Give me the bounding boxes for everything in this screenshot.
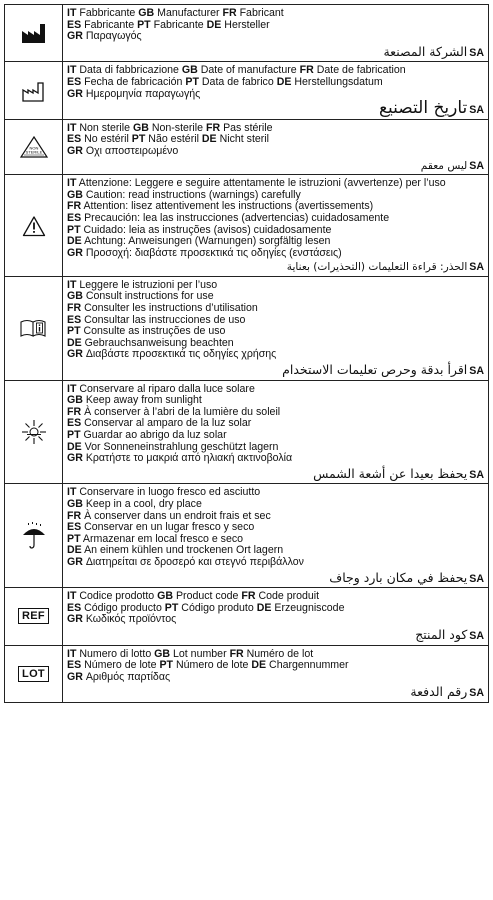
language-code: GB xyxy=(157,590,174,603)
symbol-row xyxy=(5,5,488,62)
arabic-text: يحفظ في مكان بارد وجاف xyxy=(329,569,468,585)
translation-text: Fecha de fabricación xyxy=(84,75,183,88)
language-code: FR xyxy=(206,121,221,134)
language-code: DE xyxy=(67,544,82,557)
translation-line xyxy=(67,31,484,43)
translation-text: Παραγωγός xyxy=(85,30,142,43)
translation-text: Hersteller xyxy=(224,18,270,31)
language-code: ES xyxy=(67,659,82,672)
language-code: IT xyxy=(67,486,77,499)
lot-icon: LOT xyxy=(5,646,63,702)
translation-text: Cuidado: leia as instruções (avisos) cuidadosamente xyxy=(83,223,332,236)
arabic-line xyxy=(67,465,484,482)
language-code: GB xyxy=(138,7,155,19)
arabic-text: كود المنتج xyxy=(415,626,468,642)
language-code: GR xyxy=(67,670,83,683)
language-code: PT xyxy=(67,325,81,338)
translation-text: Guardar ao abrigo da luz solar xyxy=(83,429,227,441)
translation-text: À conserver à l’abri de la lumière du soleil xyxy=(84,405,281,418)
translation-line xyxy=(67,557,484,569)
language-code: SA xyxy=(469,468,484,481)
symbol-row xyxy=(5,381,488,485)
translation-text: Keep away from sunlight xyxy=(85,394,202,407)
translation-text: Προσοχή: διαβάστε προσεκτικά τις οδηγίες (ενστάσεις) xyxy=(85,246,342,259)
keep-away-from-sunlight-icon xyxy=(5,381,63,484)
language-code: DE xyxy=(67,336,82,349)
language-code: GR xyxy=(67,452,83,465)
language-code: GB xyxy=(67,497,83,510)
multilingual-text xyxy=(63,175,488,276)
translation-text: Consulter les instructions d’utilisation xyxy=(84,302,258,315)
language-code: IT xyxy=(67,121,77,134)
language-code: SA xyxy=(469,365,484,378)
translation-text: Achtung: Anweisungen (Warnungen) sorgfältig lesen xyxy=(84,235,331,248)
symbol-row xyxy=(5,175,488,277)
keep-dry-umbrella-icon xyxy=(5,484,63,587)
translation-text: Attenzione: Leggere e seguire attentamente le istruzioni (avvertenze) per l’uso xyxy=(78,177,446,190)
translation-line xyxy=(67,614,484,626)
translation-line xyxy=(67,146,484,158)
arabic-text: يحفظ بعيدا عن أشعة الشمس xyxy=(313,465,468,481)
translation-text: Gebrauchsanweisung beachten xyxy=(84,336,234,349)
language-code: PT xyxy=(67,429,81,441)
language-code: ES xyxy=(67,75,82,88)
translation-text: Consultar las instrucciones de uso xyxy=(84,313,246,326)
translation-line xyxy=(67,672,484,684)
language-code: GR xyxy=(67,87,83,100)
arabic-text: تاريخ التصنيع xyxy=(378,98,468,119)
translation-text: Erzeugniscode xyxy=(274,601,345,614)
language-code: GR xyxy=(67,144,83,157)
translation-text: Non sterile xyxy=(79,121,131,134)
multilingual-text xyxy=(63,484,488,587)
translation-text: Armazenar em local fresco e seco xyxy=(82,532,244,545)
translation-text: Code produit xyxy=(258,590,320,603)
date-of-manufacture-icon xyxy=(5,62,63,118)
language-code: PT xyxy=(67,223,81,236)
language-code: GR xyxy=(67,246,83,259)
language-code: GR xyxy=(67,613,83,626)
translation-text: Conservare al riparo dalla luce solare xyxy=(79,382,255,395)
language-code: GB xyxy=(67,394,83,407)
translation-text: Número de lote xyxy=(84,659,157,672)
symbol-row xyxy=(5,588,488,645)
symbol-row xyxy=(5,62,488,119)
language-code: IT xyxy=(67,177,77,190)
language-code: GB xyxy=(154,647,171,660)
language-code: ES xyxy=(67,18,82,31)
translation-text: Número de lote xyxy=(175,659,249,672)
arabic-text: الحذر: قراءة التعليمات (التحذيرات) بعناية xyxy=(286,261,468,274)
translation-text: Código produto xyxy=(181,601,254,614)
translation-text: Vor Sonneneinstrahlung geschützt lagern xyxy=(84,440,279,453)
translation-text: Código producto xyxy=(84,601,162,614)
translation-text: Nicht steril xyxy=(219,133,270,146)
language-code: SA xyxy=(469,629,484,642)
translation-text: Conservar en un lugar fresco y seco xyxy=(84,521,255,534)
translation-text: Product code xyxy=(175,590,239,603)
language-code: ES xyxy=(67,521,82,534)
translation-text: Data de fabrico xyxy=(201,75,274,88)
language-code: IT xyxy=(67,7,77,19)
language-code: DE xyxy=(251,659,267,672)
language-code: ES xyxy=(67,601,82,614)
translation-text: Chargennummer xyxy=(269,659,349,672)
translation-text: À conserver dans un endroit frais et sec xyxy=(84,509,271,522)
translation-text: Conservar al amparo de la luz solar xyxy=(84,417,252,430)
language-code: PT xyxy=(67,532,81,545)
caution-icon xyxy=(5,175,63,276)
multilingual-text xyxy=(63,120,488,174)
translation-text: Οχι αποστειρωμένο xyxy=(85,144,179,157)
language-code: PT xyxy=(131,133,146,146)
language-code: GR xyxy=(67,30,83,43)
language-code: FR xyxy=(67,302,82,315)
translation-text: Consult instructions for use xyxy=(85,290,214,303)
language-code: SA xyxy=(469,46,484,59)
translation-text: Date de fabrication xyxy=(316,64,406,77)
language-code: IT xyxy=(67,647,77,660)
translation-text: Keep in a cool, dry place xyxy=(85,497,202,510)
arabic-line xyxy=(67,569,484,586)
language-code: IT xyxy=(67,278,77,291)
ref-icon: REF xyxy=(5,588,63,644)
arabic-text: اقرأ بدقة وحرص تعليمات الاستخدام xyxy=(282,362,468,378)
manufacturer-icon xyxy=(5,5,63,61)
translation-text: Fabricante xyxy=(153,18,204,31)
language-code: SA xyxy=(469,572,484,585)
multilingual-text xyxy=(63,646,488,702)
language-code: FR xyxy=(229,647,244,660)
translation-text: Διαβάστε προσεκτικά τις οδηγίες χρήσης xyxy=(85,348,277,361)
translation-text: Numéro de lot xyxy=(246,647,314,660)
language-code: GR xyxy=(67,348,83,361)
multilingual-text xyxy=(63,381,488,484)
translation-text: No estéril xyxy=(84,133,129,146)
language-code: GB xyxy=(181,64,198,77)
non-sterile-icon xyxy=(5,120,63,174)
language-code: FR xyxy=(222,7,237,19)
language-code: DE xyxy=(276,75,292,88)
translation-text: Precaución: lea las instrucciones (advertencias) cuidadosamente xyxy=(84,211,390,224)
language-code: IT xyxy=(67,64,77,77)
language-code: PT xyxy=(185,75,199,88)
translation-text: Fabricant xyxy=(239,7,284,19)
language-code: SA xyxy=(469,261,484,274)
language-code: DE xyxy=(256,601,272,614)
language-code: ES xyxy=(67,211,82,224)
language-code: PT xyxy=(164,601,179,614)
language-code: DE xyxy=(201,133,217,146)
translation-text: Pas stérile xyxy=(223,121,273,134)
translation-text: Numero di lotto xyxy=(79,647,152,660)
translation-line xyxy=(67,248,484,260)
language-code: ES xyxy=(67,313,82,326)
translation-text: Leggere le istruzioni per l’uso xyxy=(79,278,218,291)
translation-text: Consulte as instruções de uso xyxy=(83,325,226,338)
arabic-text: الشركة المصنعة xyxy=(383,43,468,59)
arabic-text: رقم الدفعة xyxy=(410,684,468,700)
translation-text: Διατηρείται σε δροσερό και στεγνό περιβάλλον xyxy=(85,555,304,568)
language-code: DE xyxy=(67,440,82,453)
language-code: IT xyxy=(67,590,77,603)
language-code: GB xyxy=(67,290,83,303)
language-code: FR xyxy=(67,405,82,418)
arabic-line xyxy=(67,43,484,60)
multilingual-text xyxy=(63,5,488,61)
translation-text: Ημερομηνία παραγωγής xyxy=(85,87,201,100)
arabic-line xyxy=(67,686,484,700)
translation-text: Κωδικός προϊόντος xyxy=(85,613,177,626)
symbol-row xyxy=(5,277,488,381)
language-code: IT xyxy=(67,382,77,395)
arabic-line xyxy=(67,161,484,173)
arabic-line xyxy=(67,626,484,643)
symbol-row xyxy=(5,646,488,702)
language-code: PT xyxy=(137,18,151,31)
language-code: FR xyxy=(67,200,82,213)
language-code: FR xyxy=(67,509,82,522)
language-code: FR xyxy=(299,64,314,77)
translation-text: Fabbricante xyxy=(79,7,136,19)
translation-text: Lot number xyxy=(173,647,227,660)
language-code: SA xyxy=(469,687,484,700)
language-code: DE xyxy=(206,18,222,31)
language-code: PT xyxy=(159,659,174,672)
translation-text: Data di fabbricazione xyxy=(79,64,179,77)
translation-text: Conservare in luogo fresco ed asciutto xyxy=(79,486,261,499)
translation-text: Attention: lisez attentivement les instructions (avertissements) xyxy=(83,200,374,213)
symbol-row xyxy=(5,120,488,175)
arabic-line xyxy=(67,262,484,274)
translation-text: Herstellungsdatum xyxy=(294,75,383,88)
instructions-for-use-icon xyxy=(5,277,63,380)
language-code: GR xyxy=(67,555,83,568)
arabic-line xyxy=(67,98,484,119)
symbols-table xyxy=(4,4,489,703)
language-code: ES xyxy=(67,417,82,430)
translation-text: Date of manufacture xyxy=(200,64,297,77)
translation-text: Κρατήστε το μακριά από ηλιακή ακτινοβολία xyxy=(85,452,293,465)
translation-text: Codice prodotto xyxy=(79,590,155,603)
language-code: FR xyxy=(241,590,256,603)
multilingual-text xyxy=(63,277,488,380)
language-code: SA xyxy=(469,159,484,172)
arabic-line xyxy=(67,364,484,378)
translation-text: Manufacturer xyxy=(157,7,220,19)
translation-line xyxy=(67,349,484,361)
multilingual-text xyxy=(63,62,488,118)
translation-text: An einem kühlen und trockenen Ort lagern xyxy=(84,544,284,557)
arabic-text: ليس معقم xyxy=(420,159,468,172)
translation-text: Non-sterile xyxy=(151,121,204,134)
language-code: GB xyxy=(132,121,149,134)
translation-text: Caution: read instructions (warnings) carefully xyxy=(85,188,301,201)
language-code: DE xyxy=(67,235,82,248)
translation-text: Não estéril xyxy=(148,133,199,146)
language-code: SA xyxy=(469,104,484,117)
symbol-row xyxy=(5,484,488,588)
translation-line xyxy=(67,453,484,465)
language-code: GB xyxy=(67,188,83,201)
multilingual-text xyxy=(63,588,488,644)
language-code: ES xyxy=(67,133,82,146)
translation-text: Αριθμός παρτίδας xyxy=(85,670,171,683)
non-sterile-label: NON STERILE xyxy=(25,145,42,155)
translation-text: Fabricante xyxy=(84,18,135,31)
